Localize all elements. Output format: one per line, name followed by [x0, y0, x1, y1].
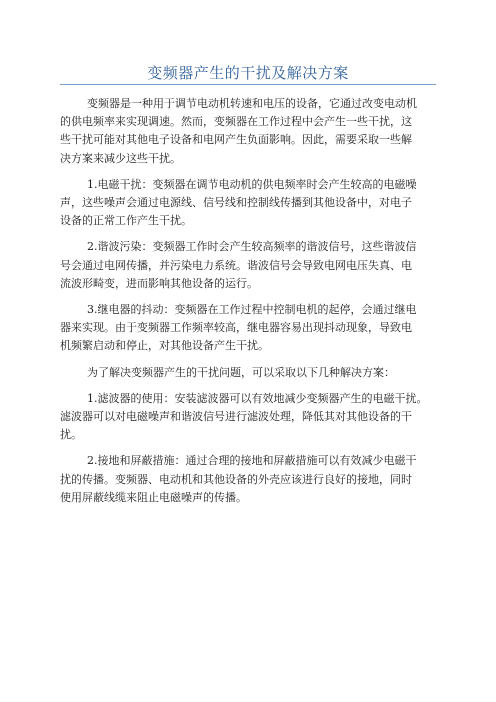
paragraph-line: 流波形畸变，进而影响其他设备的运行。: [60, 276, 258, 290]
paragraph-line: 滤波器可以对电磁噪声和谐波信号进行滤波处理，降低其对其他设备的干: [60, 410, 412, 424]
paragraph-line: 使用屏蔽线缆来阻止电磁噪声的传播。: [60, 490, 247, 504]
paragraph-line: 2.谐波污染：变频器工作时会产生较高频率的谐波信号，这些谐波信: [87, 240, 417, 254]
paragraph-intro: [60, 95, 440, 168]
paragraph-line: 设备的正常工作产生干扰。: [60, 214, 192, 228]
paragraph-line: 些干扰可能对其他电子设备和电网产生负面影响。因此，需要采取一些解: [60, 133, 412, 147]
paragraph-relay-jitter: [60, 301, 440, 356]
paragraph-line: 1.滤波器的使用：安装滤波器可以有效地减少变频器产生的电磁干扰。: [87, 391, 428, 405]
paragraph-filter-solution: [60, 390, 440, 445]
paragraph-line: 变频器是一种用于调节电动机转速和电压的设备，它通过改变电动机: [87, 97, 417, 110]
paragraph-line: 1.电磁干扰：变频器在调节电动机的供电频率时会产生较高的电磁噪: [87, 177, 417, 191]
paragraph-line: 2.接地和屏蔽措施：通过合理的接地和屏蔽措施可以有效减少电磁干: [87, 454, 417, 468]
paragraph-line: 机频繁启动和停止，对其他设备产生干扰。: [60, 339, 269, 353]
paragraph-line: 扰的传播。变频器、电动机和其他设备的外壳应该进行良好的接地，同时: [60, 472, 412, 486]
paragraph-line: 决方案来减少这些干扰。: [60, 151, 181, 165]
paragraph-harmonic-pollution: [60, 238, 440, 293]
paragraph-line: 为了解决变频器产生的干扰问题，可以采取以下几种解决方案：: [87, 365, 395, 379]
paragraph-line: 声，这些噪声会通过电源线、信号线和控制线传播到其他设备中，对电子: [60, 196, 412, 210]
paragraph-electromagnetic-interference: [60, 176, 440, 231]
document-title: 变频器产生的干扰及解决方案: [147, 64, 349, 82]
document-body: [60, 95, 440, 515]
paragraph-line: 扰。: [60, 428, 82, 442]
title-underline: [60, 84, 436, 85]
paragraph-line: 的供电频率来实现调速。然而，变频器在工作过程中会产生一些干扰，这: [60, 115, 412, 129]
paragraph-solutions-intro: [60, 364, 440, 382]
paragraph-grounding-shielding-solution: [60, 452, 440, 507]
paragraph-line: 3.继电器的抖动：变频器在工作过程中控制电机的起停，会通过继电: [87, 303, 417, 317]
paragraph-line: 号会通过电网传播，并污染电力系统。谐波信号会导致电网电压失真、电: [60, 258, 412, 272]
paragraph-line: 器来实现。由于变频器工作频率较高，继电器容易出现抖动现象，导致电: [60, 321, 412, 335]
